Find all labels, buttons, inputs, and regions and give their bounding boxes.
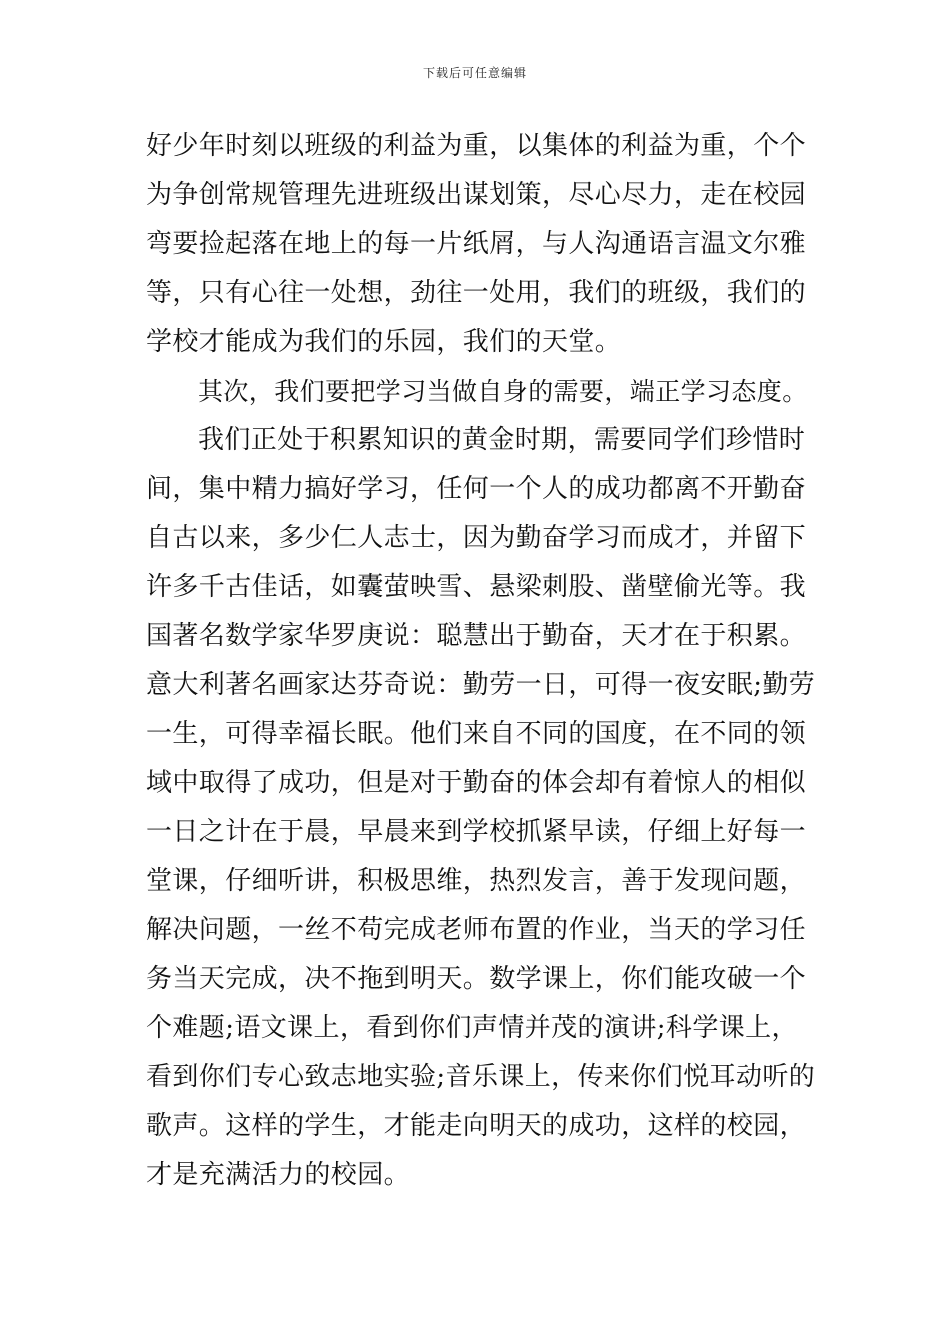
text-line: 解决问题，一丝不苟完成老师布置的作业，当天的学习任	[146, 915, 807, 945]
text-line: 我们正处于积累知识的黄金时期，需要同学们珍惜时	[198, 425, 806, 455]
page-header: 下载后可任意编辑	[422, 66, 527, 80]
text-line: 间，集中精力搞好学习，任何一个人的成功都离不开勤奋	[146, 474, 807, 504]
text-line: 弯要捡起落在地上的每一片纸屑，与人沟通语言温文尔雅	[146, 229, 807, 259]
text-line: 歌声。这样的学生，才能走向明天的成功，这样的校园，	[146, 1111, 807, 1141]
text-line: 许多千古佳话，如囊萤映雪、悬梁刺股、凿壁偷光等。我	[146, 572, 807, 602]
text-line: 域中取得了成功，但是对于勤奋的体会却有着惊人的相似	[146, 768, 807, 798]
text-line: 等，只有心往一处想，劲往一处用，我们的班级，我们的	[146, 278, 807, 308]
text-line: 学校才能成为我们的乐园，我们的天堂。	[146, 327, 622, 357]
text-line: 堂课，仔细听讲，积极思维，热烈发言，善于发现问题，	[146, 866, 807, 896]
text-line: 国著名数学家华罗庚说：聪慧出于勤奋，天才在于积累。	[146, 621, 807, 651]
body-text	[146, 122, 816, 1200]
text-line: 其次，我们要把学习当做自身的需要，端正学习态度。	[198, 377, 808, 406]
text-line: 才是充满活力的校园。	[146, 1160, 411, 1190]
text-line: 个难题;语文课上，看到你们声情并茂的演讲;科学课上，	[146, 1013, 798, 1043]
text-line: 自古以来，多少仁人志士，因为勤奋学习而成才，并留下	[146, 523, 807, 553]
text-line: 为争创常规管理先进班级出谋划策，尽心尽力，走在校园	[146, 180, 807, 210]
text-line: 意大利著名画家达芬奇说：勤劳一日，可得一夜安眠;勤劳	[146, 670, 816, 700]
text-line: 看到你们专心致志地实验;音乐课上，传来你们悦耳动听的	[146, 1062, 816, 1092]
text-line: 好少年时刻以班级的利益为重，以集体的利益为重，个个	[146, 131, 807, 161]
text-line: 一生，可得幸福长眠。他们来自不同的国度，在不同的领	[146, 719, 807, 749]
text-line: 务当天完成，决不拖到明天。数学课上，你们能攻破一个	[146, 964, 807, 994]
text-line: 一日之计在于晨，早晨来到学校抓紧早读，仔细上好每一	[146, 817, 807, 847]
